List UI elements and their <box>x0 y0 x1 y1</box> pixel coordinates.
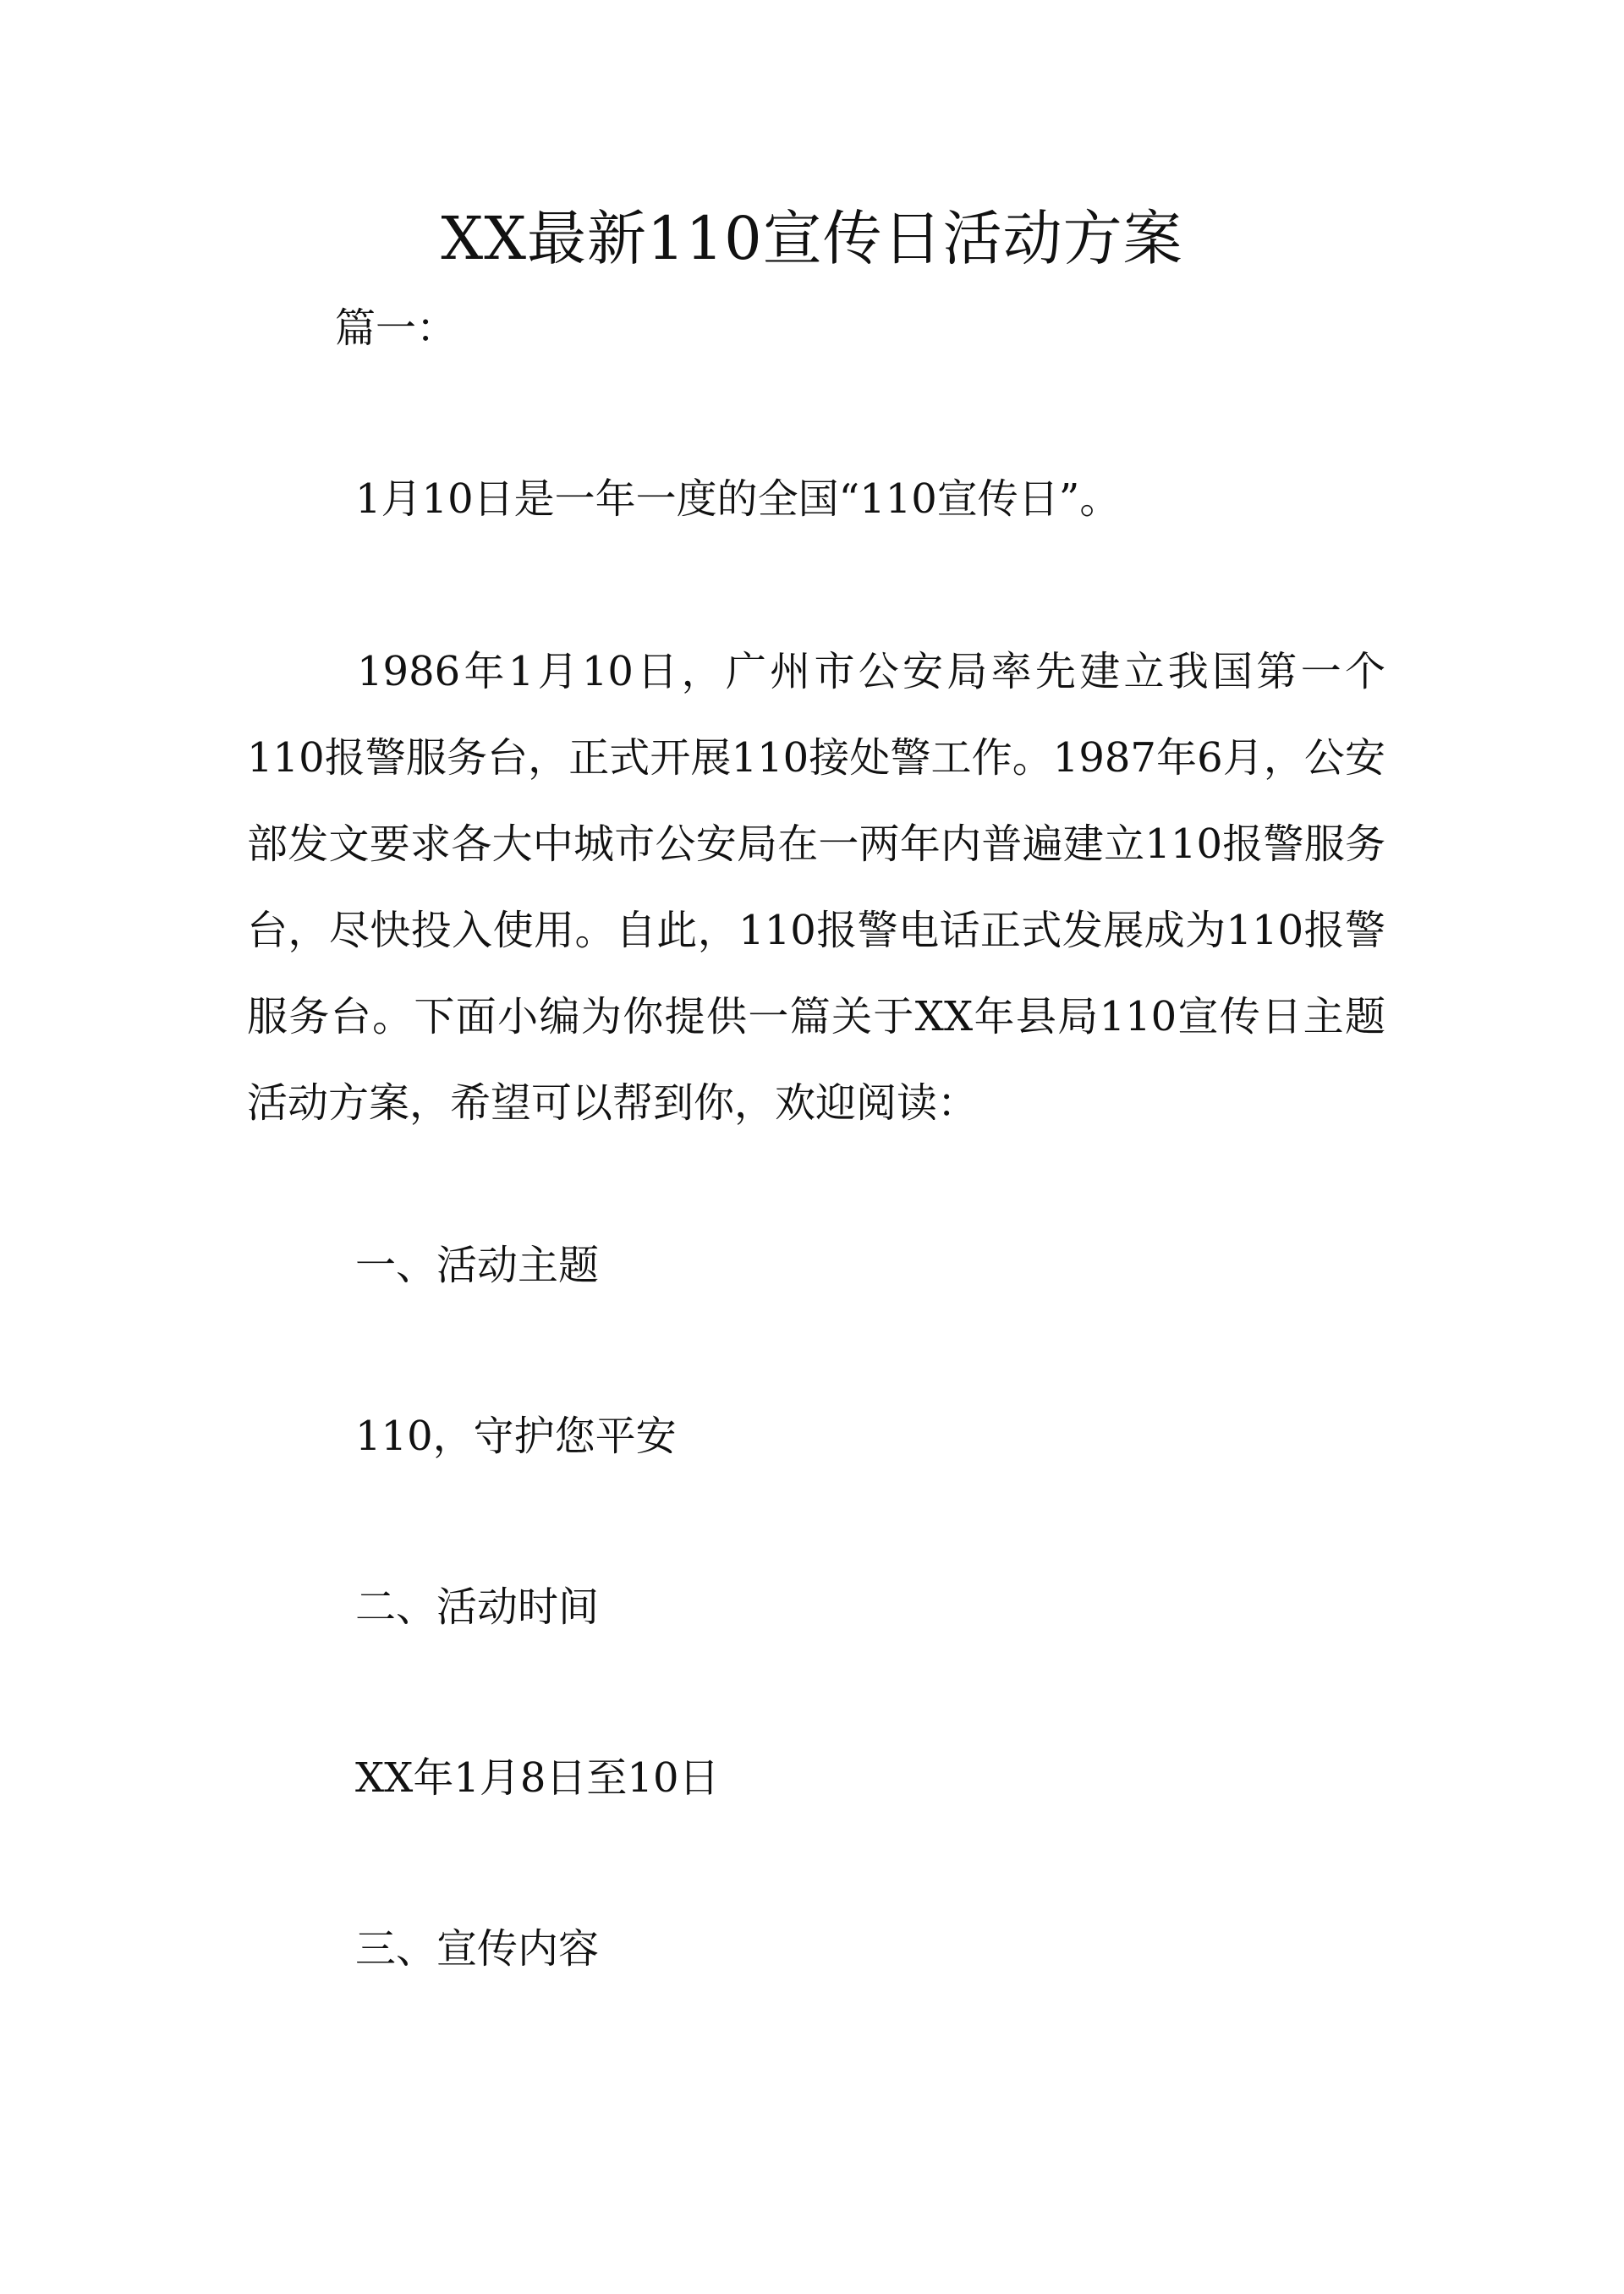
document-title: XX最新110宣传日活动方案 <box>441 204 1183 273</box>
heading-activity-time: 二、活动时间 <box>355 1583 600 1631</box>
activity-time-text: XX年1月8日至10日 <box>355 1754 720 1802</box>
section-label: 篇一： <box>335 305 458 352</box>
history-paragraph: 1986年1月10日，广州市公安局率先建立我国第一个110报警服务台，正式开展110接处警工作。1987年6月，公安部发文要求各大中城市公安局在一两年内普遍建立110报警服务台，尽快投入使用。自此，110报警电话正式发展成为110报警服务台。下面小编为你提供一篇关于XX年县局110宣传日主题活动方案，希望可以帮到你，欢迎阅读： <box>247 648 1385 1127</box>
heading-activity-theme: 一、活动主题 <box>355 1242 600 1289</box>
intro-paragraph: 1月10日是一年一度的全国“110宣传日”。 <box>355 475 1121 523</box>
activity-theme-text: 110，守护您平安 <box>355 1413 677 1460</box>
heading-publicity-content: 三、宣传内容 <box>355 1925 600 1973</box>
